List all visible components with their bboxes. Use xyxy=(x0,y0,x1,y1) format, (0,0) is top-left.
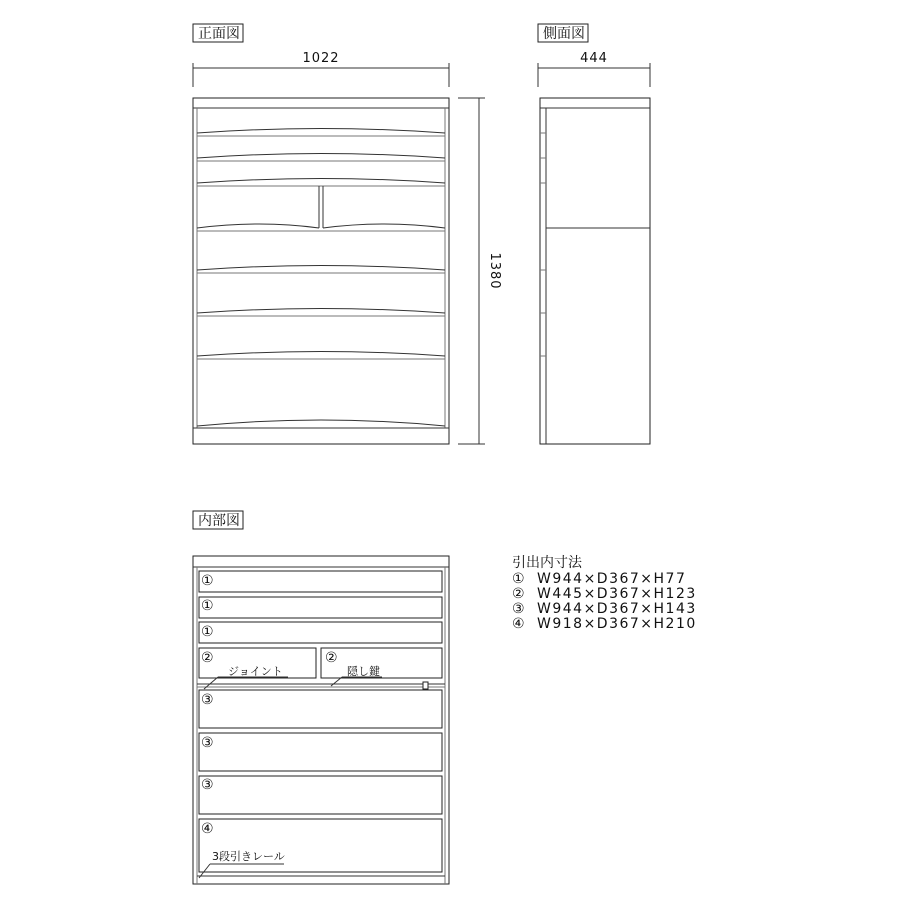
front-view xyxy=(193,24,502,444)
drawer-marker-5: ③ xyxy=(201,692,214,708)
drawer-spec-table xyxy=(512,554,697,632)
drawer-marker-6: ③ xyxy=(201,735,214,751)
drawer-marker-2: ① xyxy=(201,598,214,614)
drawer-marker-4a: ② xyxy=(201,650,214,666)
spec-title: 引出内寸法 xyxy=(512,555,582,571)
drawer-marker-7: ③ xyxy=(201,777,214,793)
hidden-lock-note: 隠し鍵 xyxy=(347,665,380,678)
interior-drawer-1 xyxy=(199,571,442,592)
side-cabinet-body xyxy=(540,98,650,444)
interior-drawer-2 xyxy=(199,597,442,618)
depth-dim-label: 444 xyxy=(580,51,608,66)
rail-note: 3段引きレール xyxy=(212,850,285,863)
width-dim-label: 1022 xyxy=(302,51,340,66)
spec-row-2-marker: ② xyxy=(512,586,527,602)
drawer-marker-1: ① xyxy=(201,573,214,589)
drawer-marker-4b: ② xyxy=(325,650,338,666)
interior-drawer-6 xyxy=(199,733,442,771)
interior-drawer-4b xyxy=(321,648,442,678)
side-view-title: 側面図 xyxy=(543,26,585,42)
interior-drawer-3 xyxy=(199,622,442,643)
front-view-title: 正面図 xyxy=(198,26,240,42)
spec-row-1-marker: ① xyxy=(512,571,527,587)
interior-drawer-7 xyxy=(199,776,442,814)
spec-row-4-marker: ④ xyxy=(512,616,527,632)
front-cabinet-body xyxy=(193,98,449,444)
lock-symbol xyxy=(423,682,428,689)
drawer-marker-3: ① xyxy=(201,624,214,640)
joint-note: ジョイント xyxy=(228,665,283,678)
spec-row-2-value: W445×D367×H123 xyxy=(537,586,697,602)
spec-row-1-value: W944×D367×H77 xyxy=(537,571,687,587)
interior-view xyxy=(193,511,449,884)
interior-drawer-5 xyxy=(199,690,442,728)
side-view xyxy=(538,24,650,444)
height-dim-label: 1380 xyxy=(487,252,502,290)
spec-row-4-value: W918×D367×H210 xyxy=(537,616,697,632)
interior-view-title: 内部図 xyxy=(198,513,240,529)
spec-row-3-value: W944×D367×H143 xyxy=(537,601,697,617)
spec-row-3-marker: ③ xyxy=(512,601,527,617)
drawer-marker-8: ④ xyxy=(201,821,214,837)
